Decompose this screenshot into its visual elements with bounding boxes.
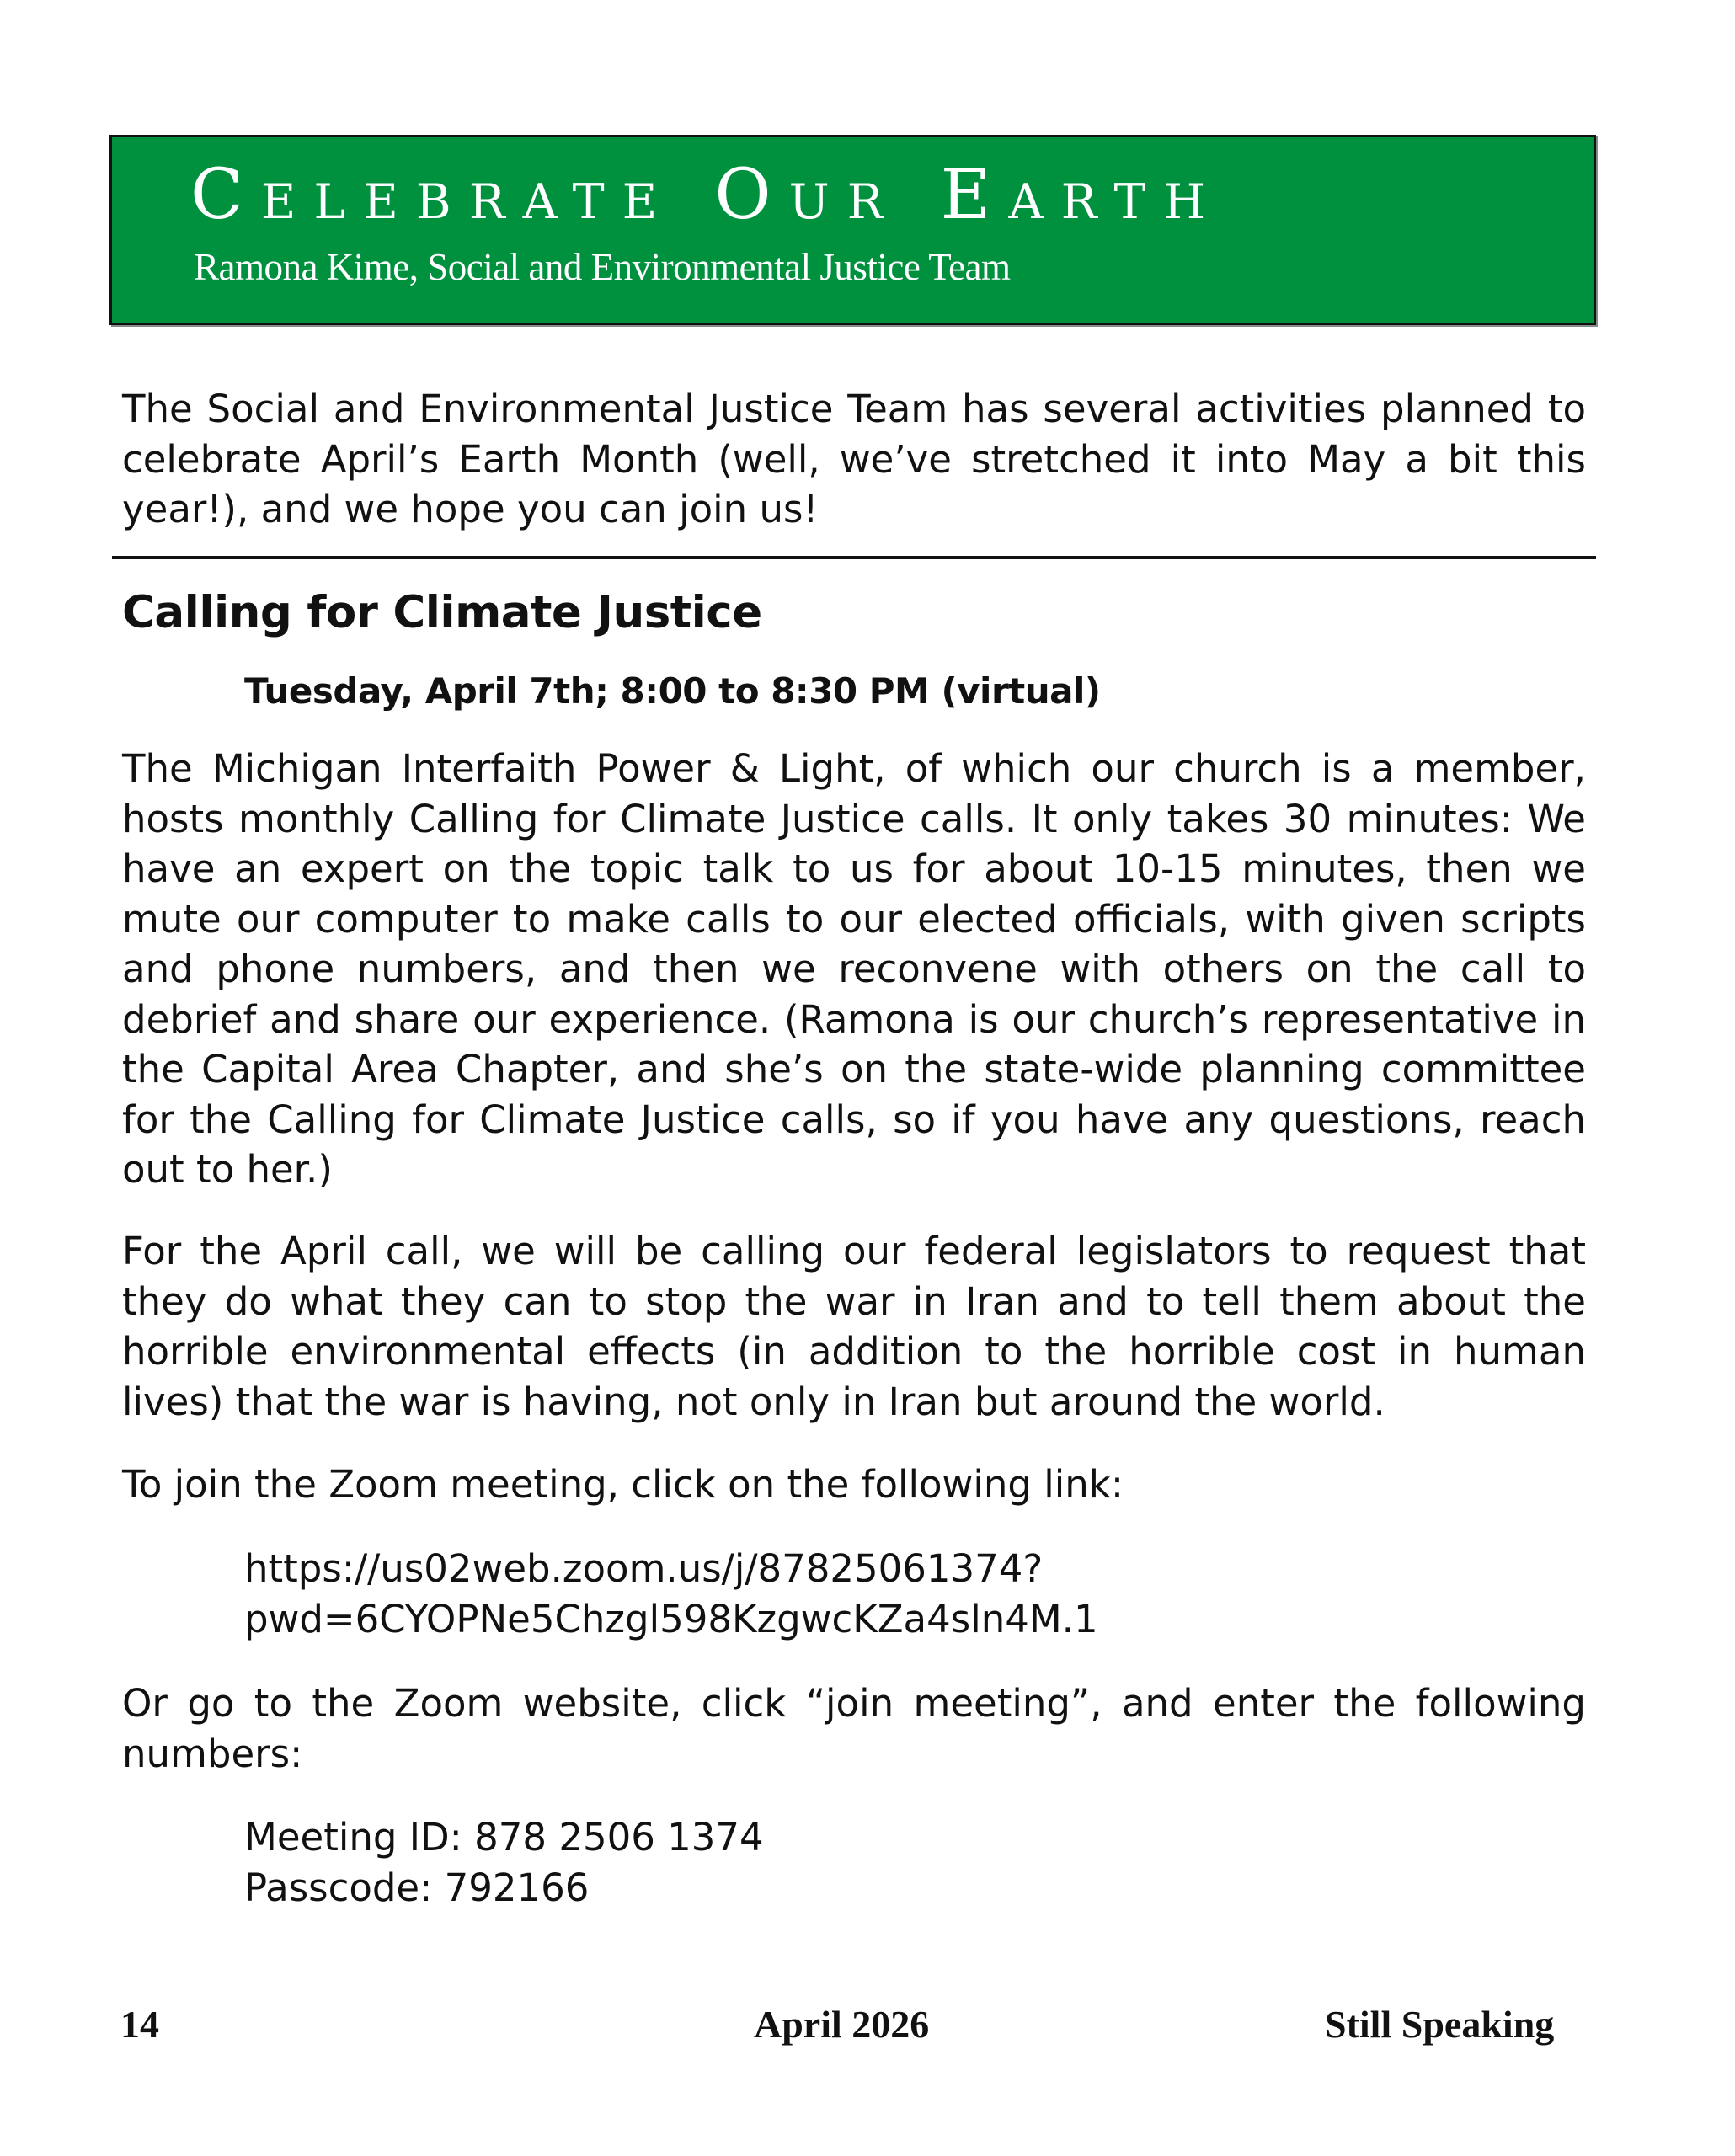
join-instructions-paragraph: To join the Zoom meeting, click on the following link: [122,1462,1124,1507]
meeting-passcode: Passcode: 792166 [244,1865,590,1910]
section-heading: Calling for Climate Justice [122,587,762,638]
meeting-credentials [244,1812,764,1913]
zoom-link-line-2[interactable]: pwd=6CYOPNe5Chzgl598KzgwcKZa4sln4M.1 [244,1596,1098,1641]
issue-date: April 2026 [754,2003,930,2046]
page-number: 14 [120,2003,159,2046]
event-description-paragraph: The Michigan Interfaith Power & Light, of which our church is a member, hosts monthly Calling for Climate Justice calls. It only takes 30 minutes: We have an expert on the topic talk to us for about 10-15 minutes, then we mute our computer to make calls to our elected officials, with given scripts and phone numbers, and then we reconvene with others on the call to debrief and share our experience. (Ramona is our church’s representative in the Capital Area Chapter, and she’s on the state-wide planning committee for the Calling for Climate Justice calls, so if you have any questions, reach out to her.) [122,746,1586,1192]
zoom-link-block [244,1544,1098,1644]
meeting-id: Meeting ID: 878 2506 1374 [244,1815,764,1860]
publication-name: Still Speaking [1325,2003,1555,2046]
zoom-meeting-link-continued[interactable] [244,1594,1098,1645]
article-byline: Ramona Kime, Social and Environmental Justice Team [194,246,1011,288]
section-divider [112,556,1596,559]
zoom-meeting-link[interactable] [244,1544,1098,1594]
april-call-paragraph: For the April call, we will be calling our federal legislators to request that they do what they can to stop the war in Iran and to tell them about the horrible environmental effects (in addition to the horrible cost in human lives) that the war is having, not only in Iran but around the world. [122,1229,1586,1424]
article-title: Celebrate Our Earth [190,155,1224,235]
intro-paragraph: The Social and Environmental Justice Team has several activities planned to celebrate April’s Earth Month (well, we’ve stretched it into May a bit this year!), and we hope you can join us! [122,387,1586,531]
zoom-link-line-1[interactable]: https://us02web.zoom.us/j/87825061374? [244,1546,1044,1591]
article-banner [109,135,1596,325]
event-datetime: Tuesday, April 7th; 8:00 to 8:30 PM (virtual) [244,670,1101,712]
page-footer [0,2002,1735,2052]
zoom-website-paragraph: Or go to the Zoom website, click “join meeting”, and enter the following numbers: [122,1681,1586,1776]
